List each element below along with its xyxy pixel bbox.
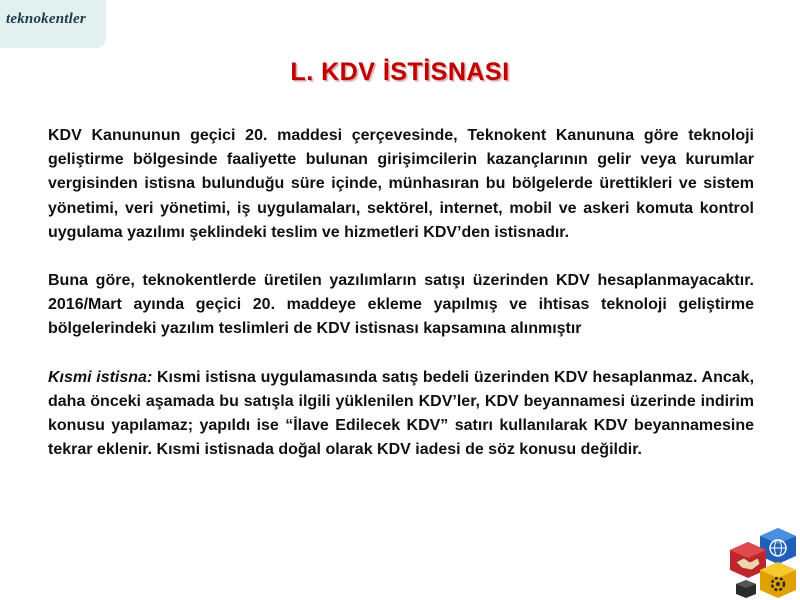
paragraph-partial-exemption [48, 366, 754, 463]
paragraph-text: KDV Kanununun geçici 20. maddesi çerçevesinde, Teknokent Kanununa göre teknoloji geliştirme bölgesinde faaliyette bulunan girişimcilerin kazançlarının gelir veya kurumlar vergisinden istisna bulunduğu süre içinde, münhasıran bu bölgelerde ürettikleri ve sistem yönetimi, veri yönetimi, iş uygulamaları, sektörel, internet, mobil ve askeri komuta kontrol uygulama yazılımı şeklindeki teslim ve hizmetleri KDV’den istisnadır. [48, 127, 754, 241]
paragraph-text: Kısmi istisna uygulamasında satış bedeli üzerinden KDV hesaplanmaz. Ancak, daha önceki aşamada bu satışla ilgili yüklenilen KDV’ler, KDV beyannamesi üzerinde indirim konusu yapılamaz; yapıldı ise “İlave Edilecek KDV” satırı kullanılarak KDV beyannamesine tekrar eklenir. Kısmi istisnada doğal olarak KDV iadesi de söz konusu değildir. [48, 368, 755, 459]
slide-title: L. KDV İSTİSNASI [290, 58, 510, 86]
logo-badge [0, 0, 106, 48]
paragraph-software-sales [48, 269, 754, 342]
technology-cubes-icon [728, 526, 800, 600]
paragraph-lead: Kısmi istisna: [48, 368, 153, 386]
paragraph-text: Buna göre, teknokentlerde üretilen yazılımların satışı üzerinden KDV hesaplanmayacaktır. 2016/Mart ayında geçici 20. maddeye ekleme yapılmış ve ihtisas teknoloji geliştirme bölgelerindeki yazılım teslimleri de KDV istisnası kapsamına alınmıştır [48, 272, 754, 338]
logo-text: teknokentler [6, 11, 86, 27]
small-cube [736, 580, 756, 598]
slide-body [48, 124, 754, 462]
paragraph-istisna-scope [48, 124, 754, 245]
